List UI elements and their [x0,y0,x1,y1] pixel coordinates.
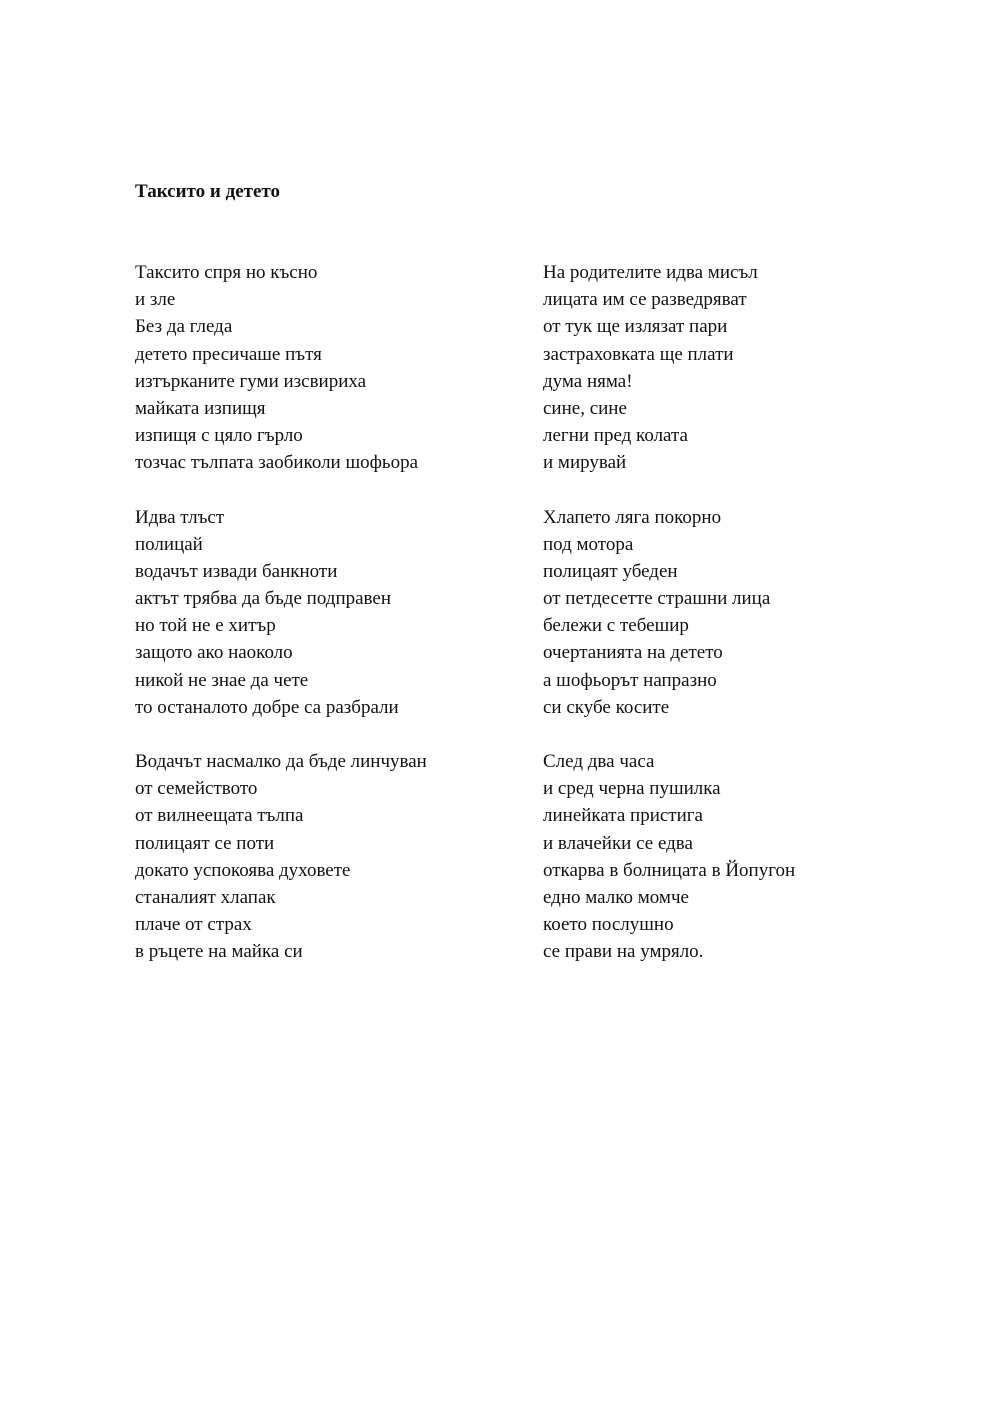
poem-line: линейката пристига [543,805,703,827]
poem-line: очертанията на детето [543,642,723,664]
poem-line: от семейството [135,778,258,800]
poem-line: застраховката ще плати [543,343,734,365]
right-column [543,259,795,993]
poem-line: плаче от страх [135,914,252,936]
left-column [135,259,427,993]
poem-line: водачът извади банкноти [135,560,338,582]
poem-line: никой не знае да чете [135,669,309,691]
poem-line: а шофьорът напразно [543,669,717,691]
stanza [543,748,795,966]
poem-line: След два часа [543,751,655,772]
poem-line: сине, сине [543,397,627,419]
poem-line: което послушно [543,914,674,936]
poem-line: майката изпищя [135,397,266,419]
poem-title: Таксито и детето [135,181,280,202]
poem-line: и влачейки се едва [543,832,693,854]
poem-line: докато успокоява духовете [135,859,351,881]
poem-line: под мотора [543,533,634,555]
poem-line: лицата им се разведряват [543,289,747,311]
poem-line: от вилнеещата тълпа [135,805,304,827]
poem-line: от тук ще излязат пари [543,316,728,338]
poem-line: изтърканите гуми изсвириха [135,370,367,392]
poem-line: легни пред колата [543,425,688,447]
poem-line: детето пресичаше пътя [135,343,322,365]
poem-line: изпищя с цяло гърло [135,425,303,447]
poem-line: си скубе косите [543,696,670,718]
poem-line: актът трябва да бъде подправен [135,588,392,610]
poem-line: Идва тлъст [135,506,225,528]
poem-line: Водачът насмалко да бъде линчуван [135,751,427,772]
stanza [543,259,795,477]
poem-line: Таксито спря но късно [135,262,318,283]
poem-line: тозчас тълпата заобиколи шофьора [135,452,419,474]
poem-line: Без да гледа [135,316,233,338]
poem-line: полицаят се поти [135,832,275,854]
poem-line: откарва в болницата в Йопугон [543,859,796,881]
poem-line: бележи с тебешир [543,615,689,637]
poem-line: едно малко момче [543,886,689,908]
poem-line: и сред черна пушилка [543,778,721,800]
poem-line: в ръцете на майка си [135,941,303,963]
poem-line: защото ако наоколо [135,642,293,664]
stanza [135,748,427,966]
poem-line: станалият хлапак [135,886,276,908]
poem-line: полицай [135,533,203,555]
poem-line: Хлапето ляга покорно [543,506,722,528]
stanza [135,259,427,477]
poem-line: полицаят убеден [543,560,678,582]
poem-line: и зле [135,289,176,311]
stanza [135,504,427,722]
poem-line: то останалото добре са разбрали [135,696,399,718]
poem-line: На родителите идва мисъл [543,262,758,283]
poem-line: от петдесетте страшни лица [543,588,771,610]
stanza [543,504,795,722]
poem-line: дума няма! [543,370,633,392]
poem-line: се прави на умряло. [543,941,704,963]
poem-line: но той не е хитър [135,615,276,637]
poem-line: и мирувай [543,452,627,474]
